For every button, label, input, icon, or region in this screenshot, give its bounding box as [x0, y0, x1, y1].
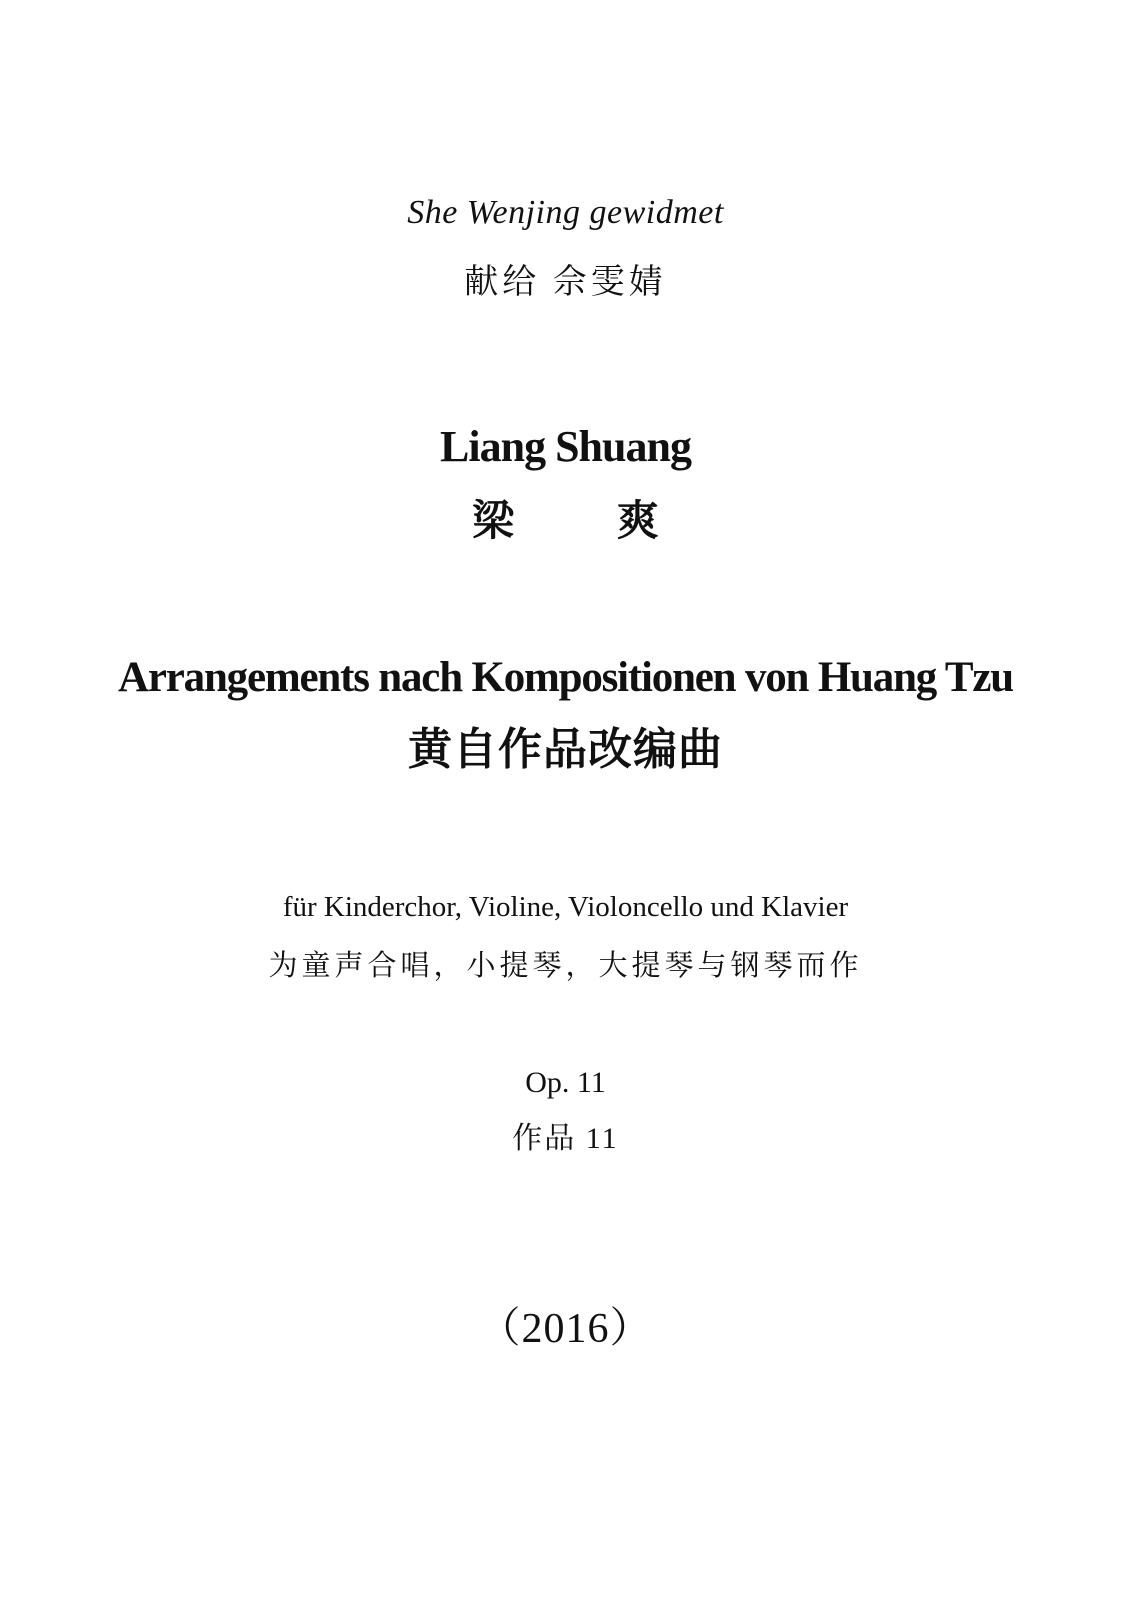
opus-number-chinese: 作品 11 — [512, 1122, 619, 1155]
dedication-text-chinese: 献给 佘雯婧 — [464, 264, 667, 301]
opus-number: Op. 11 — [525, 1066, 606, 1099]
composition-year: （2016） — [478, 1306, 653, 1352]
work-title: Arrangements nach Kompositionen von Huang Tzu — [118, 654, 1013, 701]
work-title-chinese: 黄自作品改编曲 — [408, 724, 723, 775]
dedication-text: She Wenjing gewidmet — [407, 194, 724, 231]
composer-name: Liang Shuang — [440, 422, 691, 471]
instrumentation-chinese: 为童声合唱，小提琴，大提琴与钢琴而作 — [268, 950, 863, 982]
instrumentation: für Kinderchor, Violine, Violoncello und Klavier — [282, 891, 849, 923]
composer-name-chinese: 梁 爽 — [472, 496, 703, 545]
